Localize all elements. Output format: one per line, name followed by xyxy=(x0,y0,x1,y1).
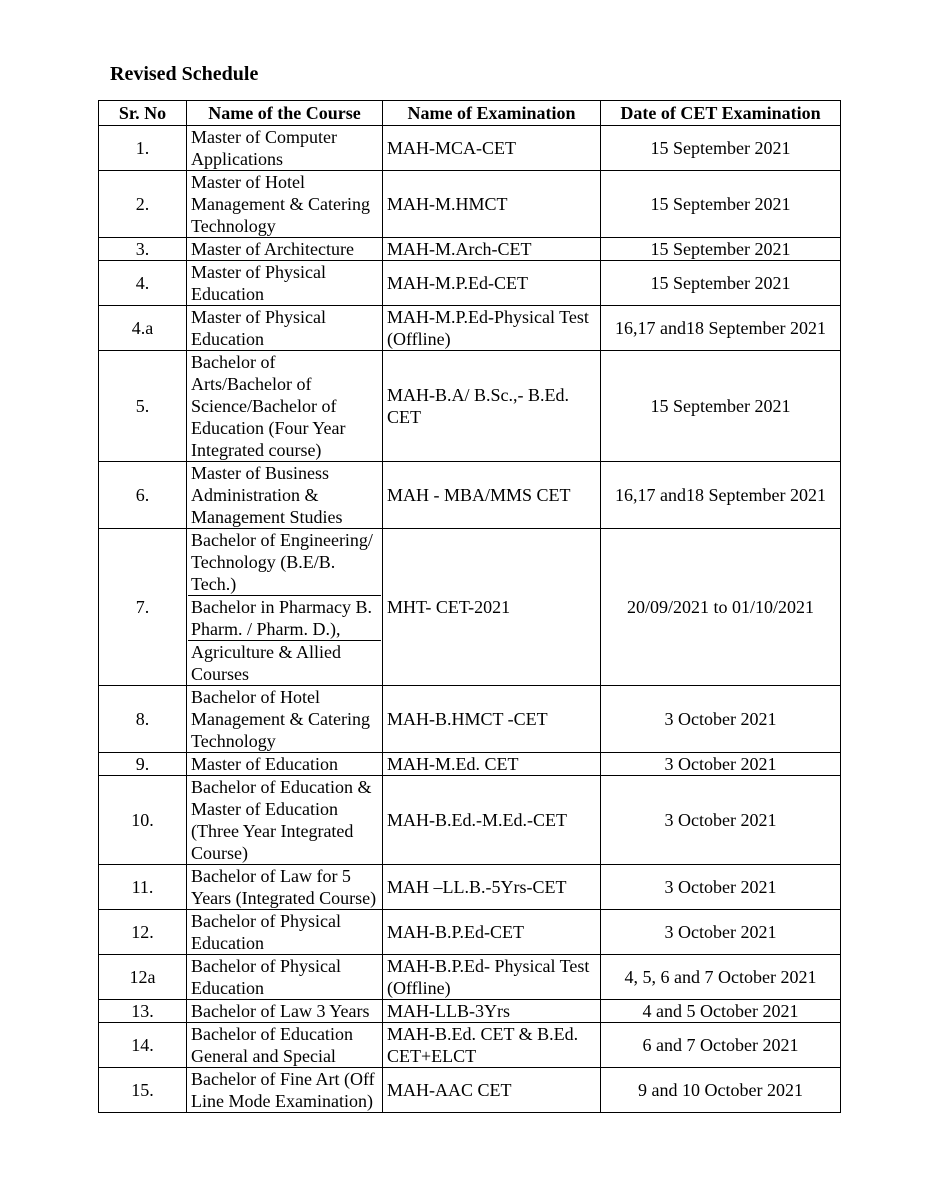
date-cell: 3 October 2021 xyxy=(601,753,841,776)
course-entry: Agriculture & Allied Courses xyxy=(188,640,381,685)
exam-cell: MAH-B.HMCT -CET xyxy=(383,686,601,753)
course-cell: Master of Business Administration & Management Studies xyxy=(187,462,383,529)
date-cell: 15 September 2021 xyxy=(601,351,841,462)
course-cell: Bachelor of Law for 5 Years (Integrated Course) xyxy=(187,865,383,910)
date-cell: 4, 5, 6 and 7 October 2021 xyxy=(601,955,841,1000)
exam-cell: MAH-AAC CET xyxy=(383,1068,601,1113)
exam-cell: MAH-M.Ed. CET xyxy=(383,753,601,776)
sr-no-cell: 10. xyxy=(99,776,187,865)
course-cell-multi xyxy=(187,529,383,686)
course-entry: Bachelor in Pharmacy B. Pharm. / Pharm. D.), xyxy=(188,595,381,640)
exam-cell: MAH –LL.B.-5Yrs-CET xyxy=(383,865,601,910)
header-row xyxy=(99,101,841,126)
course-cell: Bachelor of Physical Education xyxy=(187,910,383,955)
exam-cell: MAH - MBA/MMS CET xyxy=(383,462,601,529)
exam-cell: MAH-B.P.Ed- Physical Test (Offline) xyxy=(383,955,601,1000)
table-row xyxy=(99,1068,841,1113)
header-exam-name: Name of Examination xyxy=(383,101,601,126)
date-cell: 15 September 2021 xyxy=(601,171,841,238)
exam-cell: MAH-M.HMCT xyxy=(383,171,601,238)
sr-no-cell: 4. xyxy=(99,261,187,306)
table-row xyxy=(99,529,841,686)
sr-no-cell: 11. xyxy=(99,865,187,910)
sr-no-cell: 12a xyxy=(99,955,187,1000)
table-row xyxy=(99,261,841,306)
course-cell: Master of Architecture xyxy=(187,238,383,261)
table-row xyxy=(99,306,841,351)
table-row xyxy=(99,171,841,238)
table-row xyxy=(99,753,841,776)
date-cell: 15 September 2021 xyxy=(601,126,841,171)
date-cell: 3 October 2021 xyxy=(601,776,841,865)
table-row xyxy=(99,1000,841,1023)
table-row xyxy=(99,238,841,261)
course-entry: Bachelor of Engineering/ Technology (B.E/B. Tech.) xyxy=(191,530,373,594)
sr-no-cell: 15. xyxy=(99,1068,187,1113)
course-cell: Bachelor of Education General and Special xyxy=(187,1023,383,1068)
exam-cell: MAH-M.Arch-CET xyxy=(383,238,601,261)
date-cell: 20/09/2021 to 01/10/2021 xyxy=(601,529,841,686)
date-cell: 15 September 2021 xyxy=(601,261,841,306)
table-row xyxy=(99,955,841,1000)
table-row xyxy=(99,1023,841,1068)
sr-no-cell: 3. xyxy=(99,238,187,261)
sr-no-cell: 2. xyxy=(99,171,187,238)
course-cell: Bachelor of Hotel Management & Catering Technology xyxy=(187,686,383,753)
table-row xyxy=(99,865,841,910)
sr-no-cell: 6. xyxy=(99,462,187,529)
exam-cell: MAH-B.Ed.-M.Ed.-CET xyxy=(383,776,601,865)
exam-cell: MAH-B.P.Ed-CET xyxy=(383,910,601,955)
exam-cell: MAH-B.Ed. CET & B.Ed. CET+ELCT xyxy=(383,1023,601,1068)
table-row xyxy=(99,776,841,865)
date-cell: 16,17 and18 September 2021 xyxy=(601,462,841,529)
date-cell: 3 October 2021 xyxy=(601,686,841,753)
date-cell: 16,17 and18 September 2021 xyxy=(601,306,841,351)
exam-cell: MAH-M.P.Ed-CET xyxy=(383,261,601,306)
course-cell: Bachelor of Fine Art (Off Line Mode Examination) xyxy=(187,1068,383,1113)
course-cell: Master of Computer Applications xyxy=(187,126,383,171)
sr-no-cell: 13. xyxy=(99,1000,187,1023)
table-row xyxy=(99,462,841,529)
course-cell: Bachelor of Arts/Bachelor of Science/Bachelor of Education (Four Year Integrated course) xyxy=(187,351,383,462)
date-cell: 3 October 2021 xyxy=(601,910,841,955)
sr-no-cell: 8. xyxy=(99,686,187,753)
header-exam-date: Date of CET Examination xyxy=(601,101,841,126)
exam-cell: MAH-LLB-3Yrs xyxy=(383,1000,601,1023)
course-cell: Master of Physical Education xyxy=(187,306,383,351)
header-sr-no: Sr. No xyxy=(99,101,187,126)
table-row xyxy=(99,910,841,955)
sr-no-cell: 12. xyxy=(99,910,187,955)
date-cell: 3 October 2021 xyxy=(601,865,841,910)
sr-no-cell: 7. xyxy=(99,529,187,686)
date-cell: 15 September 2021 xyxy=(601,238,841,261)
table-row xyxy=(99,686,841,753)
exam-cell: MAH-MCA-CET xyxy=(383,126,601,171)
sr-no-cell: 14. xyxy=(99,1023,187,1068)
course-cell: Master of Hotel Management & Catering Technology xyxy=(187,171,383,238)
page-title: Revised Schedule xyxy=(110,63,259,85)
course-cell: Master of Physical Education xyxy=(187,261,383,306)
header-course-name: Name of the Course xyxy=(187,101,383,126)
sr-no-cell: 4.a xyxy=(99,306,187,351)
exam-cell: MHT- CET-2021 xyxy=(383,529,601,686)
schedule-table xyxy=(98,100,841,1113)
exam-cell: MAH-M.P.Ed-Physical Test (Offline) xyxy=(383,306,601,351)
course-cell: Bachelor of Education & Master of Education (Three Year Integrated Course) xyxy=(187,776,383,865)
date-cell: 4 and 5 October 2021 xyxy=(601,1000,841,1023)
date-cell: 9 and 10 October 2021 xyxy=(601,1068,841,1113)
table-row xyxy=(99,126,841,171)
date-cell: 6 and 7 October 2021 xyxy=(601,1023,841,1068)
table-row xyxy=(99,351,841,462)
course-cell: Master of Education xyxy=(187,753,383,776)
sr-no-cell: 1. xyxy=(99,126,187,171)
course-cell: Bachelor of Law 3 Years xyxy=(187,1000,383,1023)
exam-cell: MAH-B.A/ B.Sc.,- B.Ed. CET xyxy=(383,351,601,462)
course-cell: Bachelor of Physical Education xyxy=(187,955,383,1000)
sr-no-cell: 5. xyxy=(99,351,187,462)
sr-no-cell: 9. xyxy=(99,753,187,776)
